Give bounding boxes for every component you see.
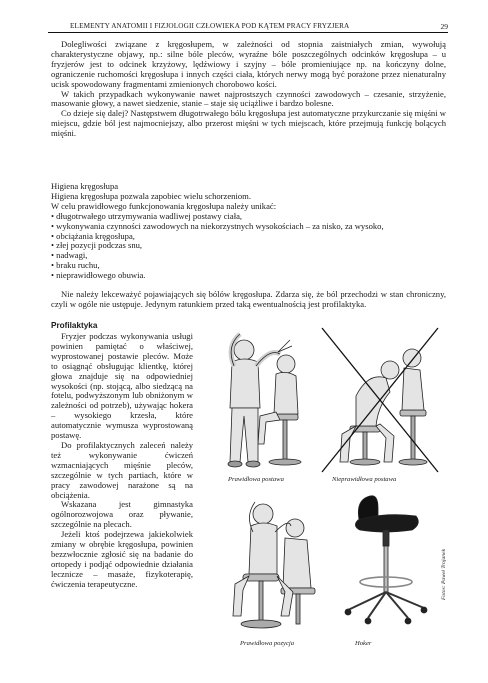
list-item: • długotrwałego utrzymywania wadliwej postawy ciała, [51,212,446,222]
prophylaxis-paragraph: Jeżeli ktoś podejrzewa jakiekolwiek zmiany w obrębie kręgosłupa, powinien bezzwłocznie zgłosić się na badanie do ortopedy i podjąć odpowiednie działania lecznicze – masaże, fizykoterapię, ćwiczenia terapeutyczne. [51,529,193,589]
list-item: • nadwagi, [51,251,446,261]
page-number: 29 [440,22,448,31]
incorrect-posture-illustration [320,326,440,476]
caption-correct-posture: Prawidłowa postawa [228,476,284,483]
closing-text [51,290,446,310]
hygiene-intro-line: Higiena kręgosłupa pozwala zapobiec wielu schorzeniom. [51,190,251,201]
section-title-prophylaxis: Profilaktyka [51,321,98,330]
caption-correct-position: Prawidłowa pozycja [240,640,295,647]
prophylaxis-paragraph: Wskazana jest gimnastyka ogólnorozwojowa oraz pływanie, szczególnie na plecach. [51,499,193,530]
list-item: • złej pozycji podczas snu, [51,241,446,251]
closing-paragraph: Nie należy lekceważyć pojawiających się bólów kręgosłupa. Zdarza się, że ból przechodzi w stan chroniczny, czyli w ogóle nie ustępuje. Jedynym ratunkiem przed taką ewentualnością jest profilaktyka. [51,289,446,309]
prophylaxis-paragraph: Do profilaktycznych zaleceń należy też wykonywanie ćwiczeń wzmacniających mięśnie pleców, szczególnie w tych partiach, które w pracy zawodowej narażone są na obciążenia. [51,439,193,500]
header-rule [48,32,448,33]
intro-paragraph: W takich przypadkach wykonywanie nawet najprostszych czynności zawodowych – czesanie, strzyżenie, masowanie głowy, a nawet siedzenie, stanie – staje się uciążliwe i bardzo bolesne. [51,88,446,109]
caption-incorrect-posture: Nieprawidłowa postawa [332,476,397,483]
avoid-list [51,212,446,281]
section-title-hygiene: Higiena kręgosłupa [51,181,119,191]
figure-correct-posture [200,326,315,476]
stool-illustration [338,490,438,635]
list-item: • obciążania kręgosłupa, [51,232,446,242]
intro-paragraph: Co dzieje się dalej? Następstwem długotrwałego bólu kręgosłupa jest automatyczne przykurczanie się mięśni w miejscu, gdzie ból jest najmocniejszy, albo przerost mięśni w tych miejscach, które przejmują funkcję bolących mięśni. [51,108,446,139]
caption-stool: Hoker [355,640,372,647]
intro-paragraph: Dolegliwości związane z kręgosłupem, w zależności od stopnia zaistniałych zmian, wywołują charakterystyczne objawy, np.: silne bóle pleców, wyraźne bóle poszczególnych odcinków kręgosłupa – u fryzjerów jest to odcinek krzyżowy, lędźwiowy i szyjny – bóle promieniujące np. na kończyny dolne, ograniczenie ruchomości kręgosłupa i innych części ciała, których nerwy mogą być porażone przez nienaturalny ucisk spowodowany fragmentami zmienionych chorobowo kości. [51,39,446,89]
hygiene-section [51,182,446,281]
prophylaxis-column [51,332,193,590]
figure-stool [338,490,438,635]
intro-text [51,40,446,139]
figure-correct-position [225,488,335,636]
list-item: • braku ruchu, [51,261,446,271]
correct-position-illustration [225,488,335,636]
running-title: ELEMENTY ANATOMII I FIZJOLOGII CZŁOWIEKA POD KĄTEM PRACY FRYZJERA [70,22,350,30]
correct-posture-illustration [200,326,315,476]
list-item: • wykonywania czynności zawodowych na niekorzystnych wysokościach – za nisko, za wysoko, [51,222,446,232]
figure-incorrect-posture [320,326,440,476]
hygiene-intro-line: W celu prawidłowego funkcjonowania kręgosłupa należy unikać: [51,200,277,211]
list-item: • nieprawidłowego obuwia. [51,271,446,281]
photo-credit: Fotos: Paweł Trojanek [441,548,447,600]
prophylaxis-paragraph: Fryzjer podczas wykonywania usługi powinien pamiętać o właściwej, wyprostowanej postawie pleców. Może to osiągnąć obsługując klientkę, której głowa znajduje się na odpowiedniej wysokości (np. stojącą, albo siedzącą na fotelu, podwyższonym lub obniżonym w zależności od potrzeb), używając hokera – wysokiego krzesła, które automatycznie wymusza wyprostowaną postawę. [51,331,193,441]
